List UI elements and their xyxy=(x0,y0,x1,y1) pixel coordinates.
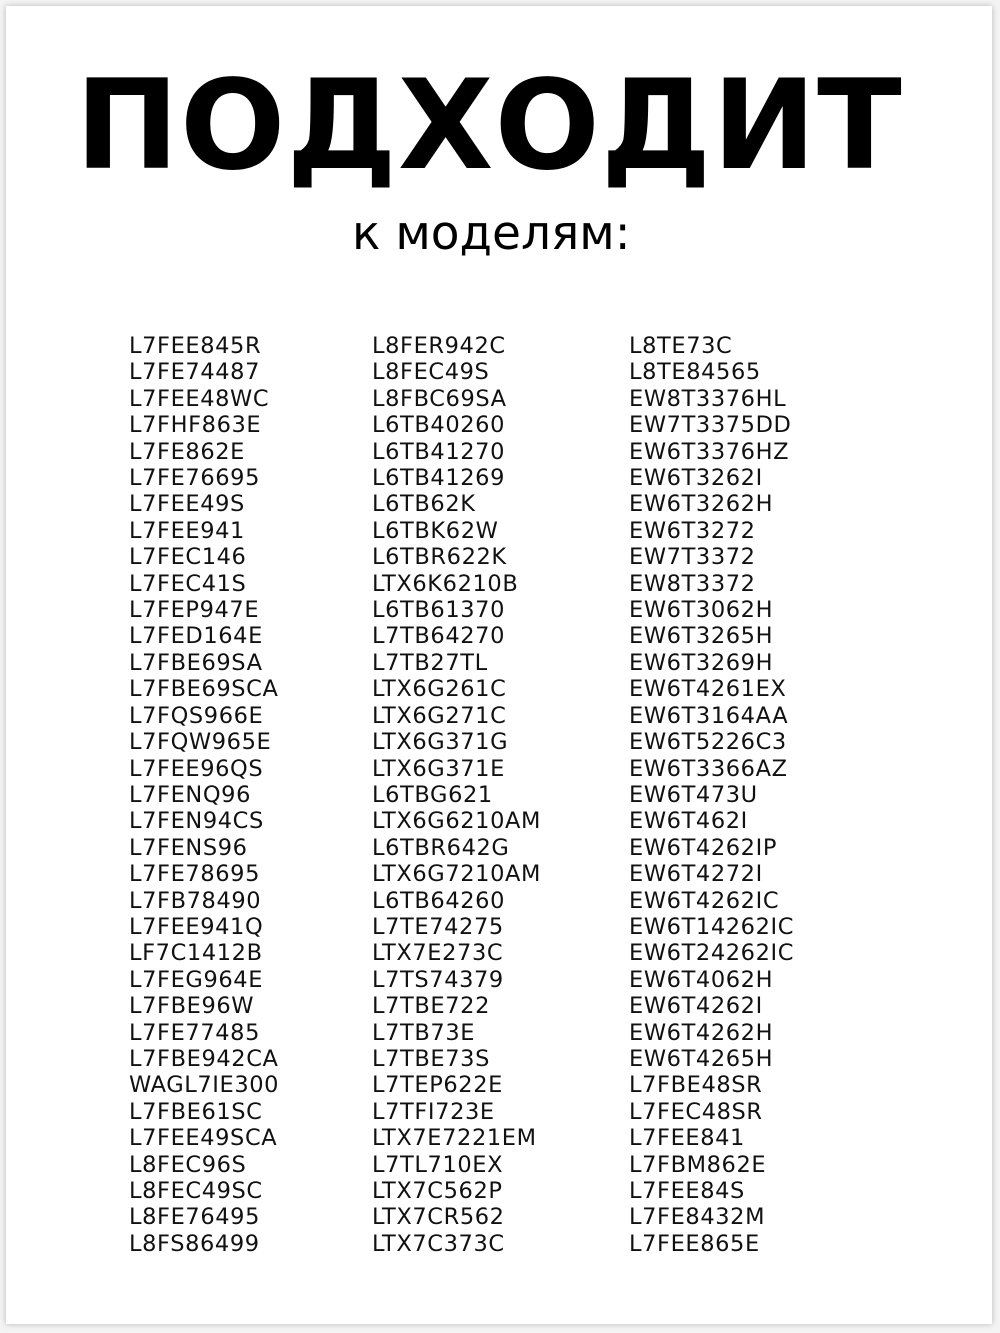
model-item: L7FE862E xyxy=(129,438,245,465)
model-item: L7TB27TL xyxy=(372,649,488,676)
model-item: LTX7E7221EM xyxy=(372,1125,537,1152)
model-item: EW7T3375DD xyxy=(629,412,792,439)
model-item: L6TB64260 xyxy=(372,887,506,914)
model-item: EW6T3272 xyxy=(629,517,756,544)
model-item: EW6T3164AA xyxy=(629,702,789,729)
model-item: L6TBG621 xyxy=(372,781,493,808)
model-item: EW6T4262IC xyxy=(629,887,780,914)
model-item: L6TBR642G xyxy=(372,834,510,861)
model-item: L7FQW965E xyxy=(129,729,272,756)
model-item: L6TBR622K xyxy=(372,544,507,571)
model-item: L6TB61370 xyxy=(372,597,506,624)
model-item: EW6T4261EX xyxy=(629,676,787,703)
model-item: LTX7E273C xyxy=(372,940,504,967)
model-item: L7FE78695 xyxy=(129,861,260,888)
model-item: EW6T3265H xyxy=(629,623,774,650)
model-item: LTX6G371E xyxy=(372,755,505,782)
model-item: LTX6K6210B xyxy=(372,570,519,597)
model-item: LTX6G6210AM xyxy=(372,808,542,835)
model-item: LTX6G7210AM xyxy=(372,861,542,888)
model-item: EW6T3376HZ xyxy=(629,438,790,465)
model-item: L6TB40260 xyxy=(372,412,506,439)
model-item: L7TB64270 xyxy=(372,623,506,650)
model-item: L8FBC69SA xyxy=(372,385,507,412)
model-item: L6TB41270 xyxy=(372,438,506,465)
model-item: EW6T24262IC xyxy=(629,940,795,967)
model-item: L7FEE845R xyxy=(129,333,262,359)
model-item: EW8T3376HL xyxy=(629,385,787,412)
model-item: L7FEE941Q xyxy=(129,913,264,940)
model-item: EW6T473U xyxy=(629,781,758,808)
model-item: L7FENS96 xyxy=(129,834,248,861)
model-item: L7FEC41S xyxy=(129,570,247,597)
model-item: EW6T3262H xyxy=(629,491,774,518)
model-item: L7FEG964E xyxy=(129,966,264,993)
model-list-column-3 xyxy=(629,333,794,1257)
model-item: L7FEN94CS xyxy=(129,808,264,835)
model-item: EW6T4272I xyxy=(629,861,763,888)
model-item: LTX6G271C xyxy=(372,702,507,729)
model-item: L7FEE49SCA xyxy=(129,1125,278,1152)
model-item: L7FBE69SCA xyxy=(129,676,279,703)
model-item: L7TL710EX xyxy=(372,1151,504,1178)
model-item: L7FBE96W xyxy=(129,993,255,1020)
model-item: L8FE76495 xyxy=(129,1204,260,1231)
model-item: L7FBE942CA xyxy=(129,1045,279,1072)
model-item: L7FBE48SR xyxy=(629,1072,763,1099)
model-item: L7FE74487 xyxy=(129,359,260,386)
model-item: LTX7C373C xyxy=(372,1230,505,1257)
model-item: EW6T4265H xyxy=(629,1045,774,1072)
model-item: EW6T3269H xyxy=(629,649,774,676)
page-subtitle: к моделям: xyxy=(352,206,631,261)
model-item: L7FEC146 xyxy=(129,544,247,571)
model-item: EW6T4262IP xyxy=(629,834,777,861)
model-item: L8FEC49S xyxy=(372,359,490,386)
model-item: L8FER942C xyxy=(372,333,506,359)
model-item: L7TBE73S xyxy=(372,1045,490,1072)
model-item: L7FQS966E xyxy=(129,702,264,729)
model-item: L7FEE84S xyxy=(629,1178,745,1204)
model-item: L7FE77485 xyxy=(129,1019,260,1046)
model-item: L7FB78490 xyxy=(129,887,262,914)
model-item: WAGL7IE300 xyxy=(129,1072,280,1099)
model-item: EW8T3372 xyxy=(629,570,756,597)
model-item: L7FBE61SC xyxy=(129,1098,263,1125)
model-item: L8FS86499 xyxy=(129,1230,260,1257)
model-item: L7FEE841 xyxy=(629,1125,745,1152)
model-item: LF7C1412B xyxy=(129,940,263,967)
model-item: L7FBM862E xyxy=(629,1151,767,1178)
model-item: EW6T4262I xyxy=(629,993,763,1020)
model-item: L7FE8432M xyxy=(629,1204,766,1231)
model-item: L7FEC48SR xyxy=(629,1098,763,1125)
model-item: EW6T14262IC xyxy=(629,913,795,940)
model-item: EW6T4062H xyxy=(629,966,774,993)
model-item: L7FEE865E xyxy=(629,1230,760,1257)
model-item: L8FEC96S xyxy=(129,1151,247,1178)
model-item: L7FEE96QS xyxy=(129,755,264,782)
model-item: LTX7C562P xyxy=(372,1178,503,1204)
model-item: L7TB73E xyxy=(372,1019,476,1046)
model-item: L7FED164E xyxy=(129,623,263,650)
model-item: L7TBE722 xyxy=(372,993,490,1020)
model-item: L7TFI723E xyxy=(372,1098,495,1125)
model-item: L6TBK62W xyxy=(372,517,499,544)
model-item: EW6T3262I xyxy=(629,465,763,492)
model-item: L7TS74379 xyxy=(372,966,504,993)
model-item: LTX7CR562 xyxy=(372,1204,505,1231)
model-item: EW6T3062H xyxy=(629,597,774,624)
model-item: LTX6G371G xyxy=(372,729,509,756)
model-item: L7TEP622E xyxy=(372,1072,503,1099)
document-page xyxy=(6,6,992,1324)
model-item: L7FBE69SA xyxy=(129,649,263,676)
model-item: L8FEC49SC xyxy=(129,1178,263,1204)
model-item: L6TB41269 xyxy=(372,465,506,492)
model-list-column-2 xyxy=(372,333,541,1257)
model-item: L7FENQ96 xyxy=(129,781,251,808)
model-item: L8TE84565 xyxy=(629,359,761,386)
model-item: L6TB62K xyxy=(372,491,476,518)
model-item: L8TE73C xyxy=(629,333,733,359)
model-item: LTX6G261C xyxy=(372,676,507,703)
model-list-column-1 xyxy=(129,333,279,1257)
model-item: EW7T3372 xyxy=(629,544,756,571)
model-item: L7FEE49S xyxy=(129,491,245,518)
model-item: L7FHF863E xyxy=(129,412,262,439)
page-title: ПОДХОДИТ xyxy=(75,54,903,198)
model-item: EW6T4262H xyxy=(629,1019,774,1046)
model-item: EW6T3366AZ xyxy=(629,755,788,782)
model-item: EW6T462I xyxy=(629,808,748,835)
model-item: L7FEP947E xyxy=(129,597,260,624)
model-item: L7FEE48WC xyxy=(129,385,270,412)
model-item: L7FE76695 xyxy=(129,465,260,492)
model-item: EW6T5226C3 xyxy=(629,729,787,756)
model-item: L7TE74275 xyxy=(372,913,504,940)
model-item: L7FEE941 xyxy=(129,517,245,544)
